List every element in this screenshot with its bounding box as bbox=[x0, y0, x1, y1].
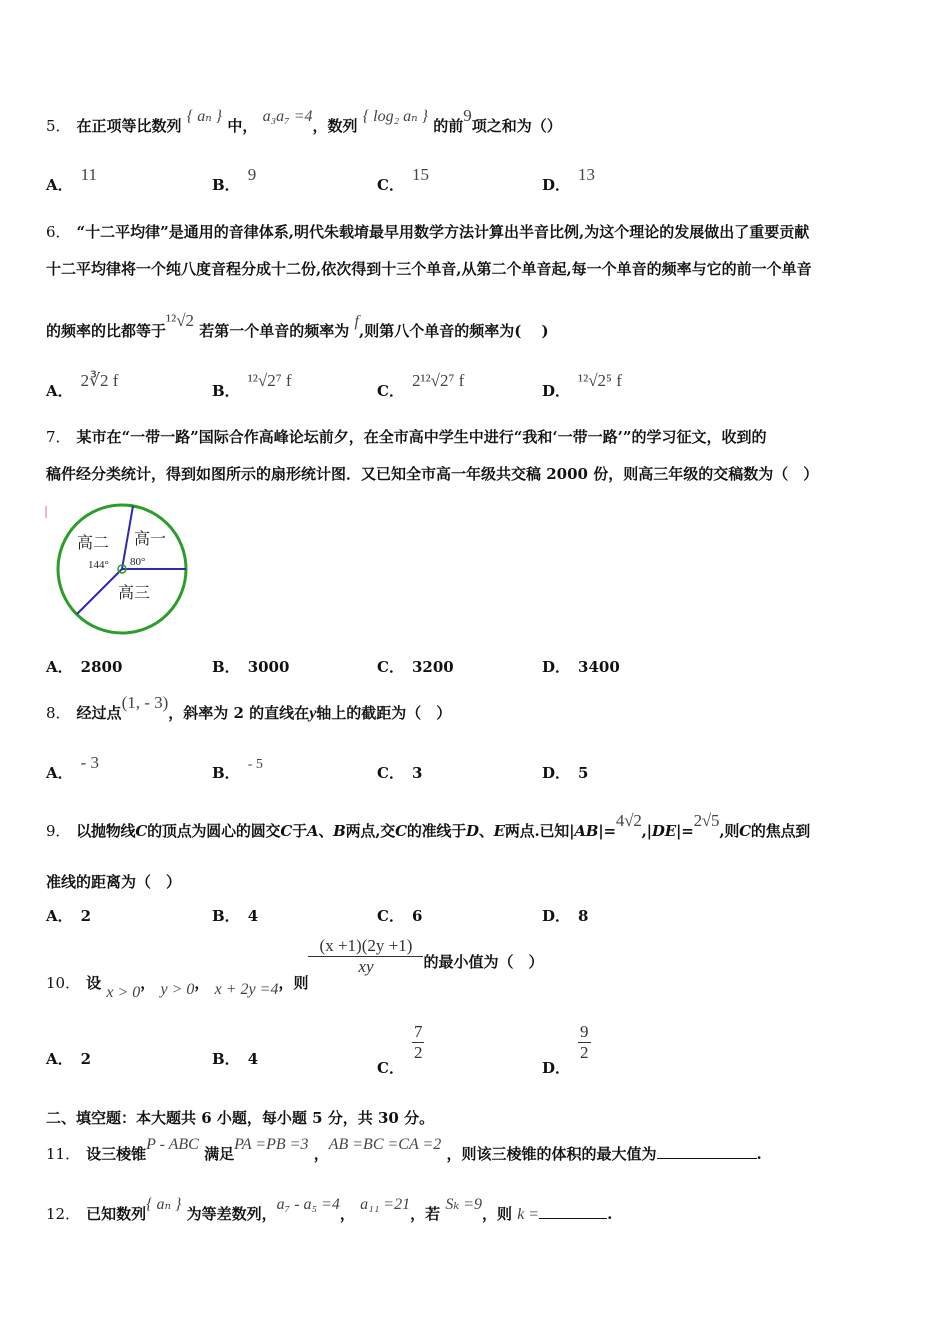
q6-math-root: ¹²√2 bbox=[166, 311, 195, 330]
q9-option-d[interactable]: D． 8 bbox=[542, 907, 589, 925]
q5-math-3: { log₂ aₙ } bbox=[362, 108, 429, 125]
q11-stem: 11． 设三棱锥P - ABC 满足PA =PB =3 ，AB =BC =CA =2 ，则该三棱锥的体积的最大值为 . bbox=[46, 1136, 762, 1163]
q6-math-f: f bbox=[354, 313, 359, 330]
pie-angle-gao1: 80° bbox=[130, 556, 146, 568]
q8-math-point: (1, - 3) bbox=[121, 693, 169, 712]
q12-math-seq: { aₙ } bbox=[146, 1196, 182, 1213]
q6-line-3: 的频率的比都等于¹²√2 若第一个单音的频率为 f,则第八个单音的频率为( ) bbox=[46, 311, 549, 340]
q7-option-b[interactable]: B． 3000 bbox=[212, 658, 290, 676]
q11-number: 11． bbox=[46, 1145, 81, 1163]
pie-label-gao1: 高一 bbox=[134, 529, 167, 548]
q5-text-3: ，数列 bbox=[312, 117, 358, 135]
q5-text-1: 在正项等比数列 bbox=[76, 117, 182, 135]
q6-option-a[interactable]: A．2∛2 f bbox=[46, 371, 119, 400]
q8-stem: 8． 经过点(1, - 3)，斜率为 2 的直线在y轴上的截距为（ ） bbox=[46, 693, 452, 722]
q6-line-2: 十二平均律将一个纯八度音程分成十二份,依次得到十三个单音,从第二个单音起,每一个单音的频率与它的前一个单音 bbox=[46, 260, 812, 278]
q10-number: 10． bbox=[46, 973, 81, 992]
q10-option-c-fraction: $\frac{7}{2}$ bbox=[413, 1022, 423, 1062]
q8-math-y: y bbox=[309, 705, 317, 722]
q6-option-d[interactable]: D．¹²√2⁵ f bbox=[542, 371, 622, 400]
q12-math-k: k = bbox=[517, 1206, 540, 1223]
q5-stem bbox=[46, 106, 562, 136]
q6-line-1: 6． “十二平均律”是通用的音律体系,明代朱载堉最早用数学方法计算出半音比例,为这个理论的发展做出了重要贡献 bbox=[46, 223, 810, 241]
q6-option-b[interactable]: B．¹²√2⁷ f bbox=[212, 371, 292, 400]
pie-angle-gao2: 144° bbox=[88, 559, 109, 571]
q7-option-d[interactable]: D． 3400 bbox=[542, 658, 620, 676]
q10-math-constraint: x + 2y =4 bbox=[214, 980, 279, 998]
q5-math-1: { aₙ } bbox=[186, 108, 223, 125]
q12-math-diff: a₇ - a₅ =4 bbox=[276, 1196, 340, 1213]
q11-answer-blank[interactable] bbox=[657, 1146, 757, 1159]
q5-option-d[interactable]: D．13 bbox=[542, 165, 596, 194]
q5-text-5: 项之和为（） bbox=[471, 117, 562, 135]
q9-option-c[interactable]: C． 6 bbox=[377, 907, 423, 925]
q6-number: 6． bbox=[46, 223, 71, 241]
q9-math-de: 2√5 bbox=[693, 811, 720, 830]
q12-stem: 12． 已知数列{ aₙ } 为等差数列，a₇ - a₅ =4， a₁₁ =21，若 Sₖ =9，则 k = . bbox=[46, 1196, 613, 1223]
q7-pie-chart bbox=[44, 500, 194, 640]
q9-math-ab: 4√2 bbox=[615, 811, 642, 830]
q6-option-c[interactable]: C．2¹²√2⁷ f bbox=[377, 371, 465, 400]
pie-label-gao2: 高二 bbox=[77, 533, 110, 552]
q5-math-4: 9 bbox=[463, 106, 472, 125]
q8-option-d[interactable]: D． 5 bbox=[542, 764, 589, 782]
q9-number: 9． bbox=[46, 822, 71, 840]
q9-option-a[interactable]: A． 2 bbox=[46, 907, 92, 925]
pie-radius-gao2-gao3 bbox=[77, 569, 122, 614]
q8-option-b[interactable]: B． - 5 bbox=[212, 757, 263, 782]
q7-line-1: 7． 某市在“一带一路”国际合作高峰论坛前夕，在全市高中学生中进行“我和‘一带一路’”的学习征文，收到的 bbox=[46, 428, 767, 446]
q5-option-a[interactable]: A．11 bbox=[46, 165, 98, 194]
q9-line-2: 准线的距离为（ ） bbox=[46, 873, 182, 891]
q7-option-a[interactable]: A． 2800 bbox=[46, 658, 123, 676]
q10-stem: 10． 设 x > 0， y > 0， x + 2y =4，则 $\frac{(x +1)(2y +1)}{xy}$ 的最小值为（ ） bbox=[46, 936, 544, 1001]
q12-math-a11: a₁₁ =21 bbox=[360, 1196, 411, 1213]
q12-math-sk: Sₖ =9 bbox=[445, 1196, 482, 1213]
q9-option-b[interactable]: B． 4 bbox=[212, 907, 259, 925]
q10-option-d-fraction: $\frac{9}{2}$ bbox=[580, 1022, 589, 1062]
q5-text-2: 中， bbox=[227, 117, 258, 135]
q5-option-c[interactable]: C．15 bbox=[377, 165, 429, 194]
pie-label-gao3: 高三 bbox=[118, 583, 151, 602]
q11-math-pa-pb: PA =PB =3 bbox=[234, 1136, 309, 1153]
q5-option-b[interactable]: B．9 bbox=[212, 165, 257, 194]
q7-option-c[interactable]: C． 3200 bbox=[377, 658, 454, 676]
q8-option-c[interactable]: C． 3 bbox=[377, 764, 423, 782]
q10-option-b[interactable]: B． 4 bbox=[212, 1050, 259, 1068]
q8-option-a[interactable]: A．- 3 bbox=[46, 753, 100, 782]
q5-math-2: a₃a₇ =4 bbox=[262, 108, 313, 125]
section-2-heading: 二、填空题：本大题共 6 小题，每小题 5 分，共 30 分。 bbox=[46, 1109, 435, 1127]
q12-answer-blank[interactable] bbox=[539, 1206, 607, 1219]
q5-number: 5． bbox=[46, 117, 71, 135]
q10-option-c[interactable]: C． $\frac{7}{2}$ bbox=[377, 1022, 423, 1077]
q11-math-sides: AB =BC =CA =2 bbox=[328, 1136, 442, 1153]
q9-line-1: 9． 以抛物线C的顶点为圆心的圆交C于A、B两点,交C的准线于D、E两点.已知|AB|=4√2,|DE|=2√5,则C的焦点到 bbox=[46, 811, 811, 840]
q7-number: 7． bbox=[46, 428, 71, 446]
q11-math-pyramid: P - ABC bbox=[146, 1136, 199, 1153]
q10-math-x: x > 0 bbox=[106, 983, 141, 1001]
q5-text-4: 的前 bbox=[433, 117, 464, 135]
q8-number: 8． bbox=[46, 704, 71, 722]
q7-line-2: 稿件经分类统计，得到如图所示的扇形统计图．又已知全市高一年级共交稿 2000 份，则高三年级的交稿数为（ ） bbox=[46, 465, 819, 483]
q10-fraction: $\frac{(x +1)(2y +1)}{xy}$ bbox=[308, 936, 423, 977]
q12-number: 12． bbox=[46, 1205, 81, 1223]
q10-math-y: y > 0 bbox=[160, 980, 195, 998]
q10-option-a[interactable]: A． 2 bbox=[46, 1050, 92, 1068]
q10-option-d[interactable]: D． $\frac{9}{2}$ bbox=[542, 1022, 589, 1077]
